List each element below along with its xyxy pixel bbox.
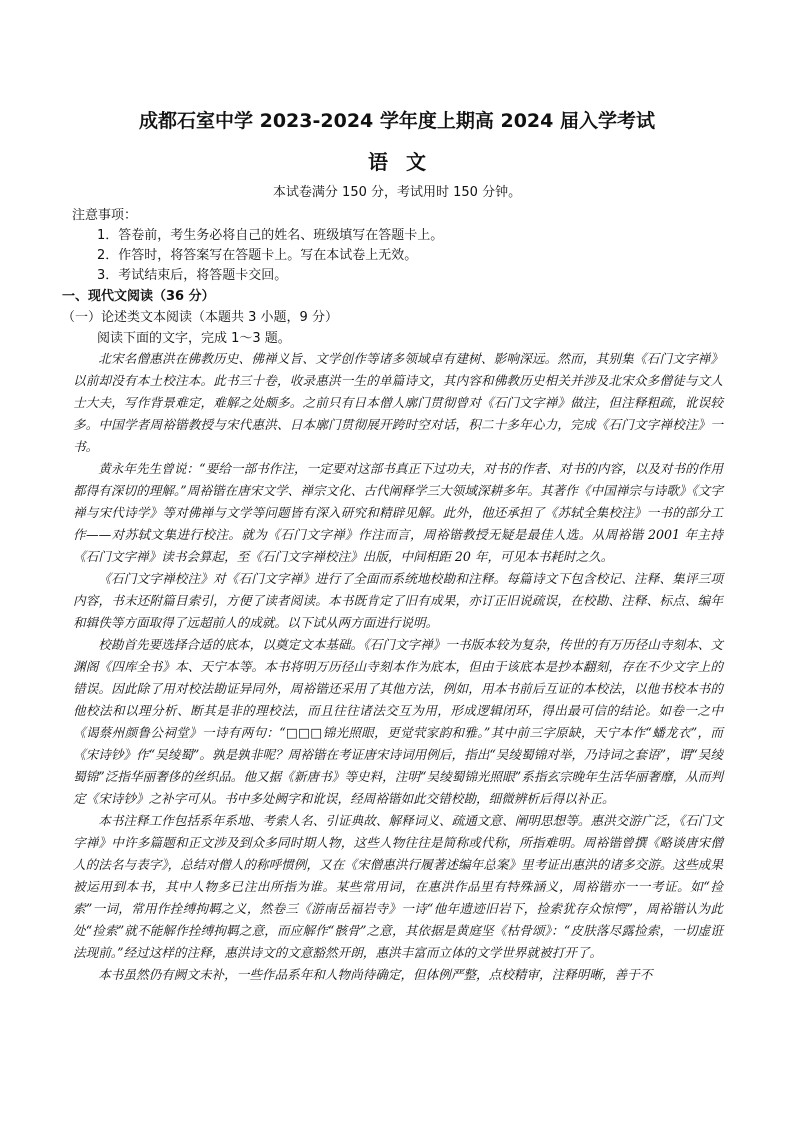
note-item: 2．作答时，将答案写在答题卡上。写在本试卷上无效。 (97, 248, 418, 263)
exam-subtitle: 本试卷满分 150 分，考试用时 150 分钟。 (272, 185, 522, 200)
passage-paragraph: 本书虽然仍有阙文未补，一些作品系年和人物尚待确定，但体例严整，点校精审，注释明晰，善于不 (98, 967, 653, 982)
section-heading: 一、现代文阅读（36 分） (62, 289, 215, 304)
exam-title: 成都石室中学 2023-2024 学年度上期高 2024 届入学考试 (139, 110, 655, 132)
passage-paragraph: 本书注释工作包括系年系地、考索人名、引证典故、解释词义、疏通文意、阐明思想等。惠洪交游广泛，《石门文字禅》中许多篇题和正文涉及到众多同时期人物，这些人物往往是简称或代称，所指难明。周裕锴曾撰《略谈唐宋僧人的法名与表字》，总结对僧人的称呼惯例，又在《宋僧惠洪行履著述编年总案》里考证出惠洪的诸多交游。这些成果被运用到本书，其中人物多已注出所指为谁。某些常用词，在惠洪作品里有特殊涵义，周裕锴亦一一考证。如“捡索”一词，常用作拴缚拘羁之义，然卷三《游南岳福岩寺》一诗“他年遗迹旧岩下，捡索犹存众惊愕”，周裕锴认为此处“捡索”就不能解作拴缚拘羁之意，而应解作“骸骨”之意，其依据是黄庭坚《枯骨颂》：“皮肤落尽露捡索，一切虚诳法现前。”经过这样的注释，惠洪诗文的文意豁然开朗，惠洪丰富而立体的文学世界就被打开了。 (73, 813, 723, 960)
subject-title: 语文 (368, 150, 444, 174)
reading-instruction: 阅读下面的文字，完成 1～3 题。 (97, 331, 291, 346)
note-item: 3．考试结束后，将答题卡交回。 (97, 268, 288, 283)
subsection-heading: （一）论述类文本阅读（本题共 3 小题，9 分） (62, 310, 338, 325)
note-item: 1．答卷前，考生务必将自己的姓名、班级填写在答题卡上。 (97, 228, 444, 243)
passage-paragraph: 黄永年先生曾说：“要给一部书作注，一定要对这部书真正下过功夫，对书的作者、对书的内容，以及对书的作用都得有深切的理解。”周裕锴在唐宋文学、禅宗文化、古代阐释学三大领域深耕多年。其著作《中国禅宗与诗歌》《文字禅与宋代诗学》等对佛禅与文学等问题皆有深入研究和精辟见解。此外，他还承担了《苏轼全集校注》一书的部分工作——对苏轼文集进行校注。就为《石门文字禅》作注而言，周裕锴教授无疑是最佳人选。从周裕锴 2001 年主持《石门文字禅》读书会算起，至《石门文字禅校注》出版，中间相距 20 年，可见本书耗时之久。 (73, 461, 723, 564)
passage-paragraph: 《石门文字禅校注》对《石门文字禅》进行了全面而系统地校勘和注释。每篇诗文下包含校记、注释、集评三项内容，书末还附篇目索引，方便了读者阅读。本书既肯定了旧有成果，亦订正旧说疏误，在校勘、注释、标点、编年和辑佚等方面取得了远超前人的成就。以下试从两方面进行说明。 (73, 571, 723, 630)
passage-paragraph: 北宋名僧惠洪在佛教历史、佛禅义旨、文学创作等诸多领域卓有建树、影响深远。然而，其别集《石门文字禅》以前却没有本土校注本。此书三十卷，收录惠洪一生的单篇诗文，其内容和佛教历史相关并涉及北宋众多僧徒与文人士大夫，写作背景难定，难解之处颇多。之前只有日本僧人廓门贯彻曾对《石门文字禅》做注，但注释粗疏，讹误较多。中国学者周裕锴教授与宋代惠洪、日本廓门贯彻展开跨时空对话，积二十多年心力，完成《石门文字禅校注》一书。 (73, 351, 723, 454)
notes-heading: 注意事项： (72, 208, 138, 223)
passage-paragraph: 校勘首先要选择合适的底本，以奠定文本基础。《石门文字禅》一书版本较为复杂，传世的有万历径山寺刻本、文渊阁《四库全书》本、天宁本等。本书将明万历径山寺刻本作为底本，但由于该底本是抄本翻刻，存在不少文字上的错误。因此除了用对校法勘证异同外，周裕锴还采用了其他方法，例如，用本书前后互证的本校法，以他书校本书的他校法和以理分析、断其是非的理校法，而且往往诸法交互为用，形成逻辑闭环，得出最可信的结论。如卷一之中《谒蔡州颜鲁公祠堂》一诗有两句：“□□□锦光照眼，更觉茕家韵和雅。”其中前三字原缺，天宁本作“蟠龙衣”，而《宋诗钞》作“吴绫蜀”。孰是孰非呢？周裕锴在考证唐宋诗词用例后，指出“吴绫蜀锦对举，乃诗词之套语”，谓“吴绫蜀锦”泛指华丽奢侈的丝织品。他又据《新唐书》等史料，注明“吴绫蜀锦光照眼”系指玄宗晚年生活华丽奢靡，从而判定《宋诗钞》之补字可从。书中多处阙字和讹误，经周裕锴如此交错校勘，细微辨析后得以补正。 (73, 637, 723, 806)
reading-passage (73, 348, 723, 986)
